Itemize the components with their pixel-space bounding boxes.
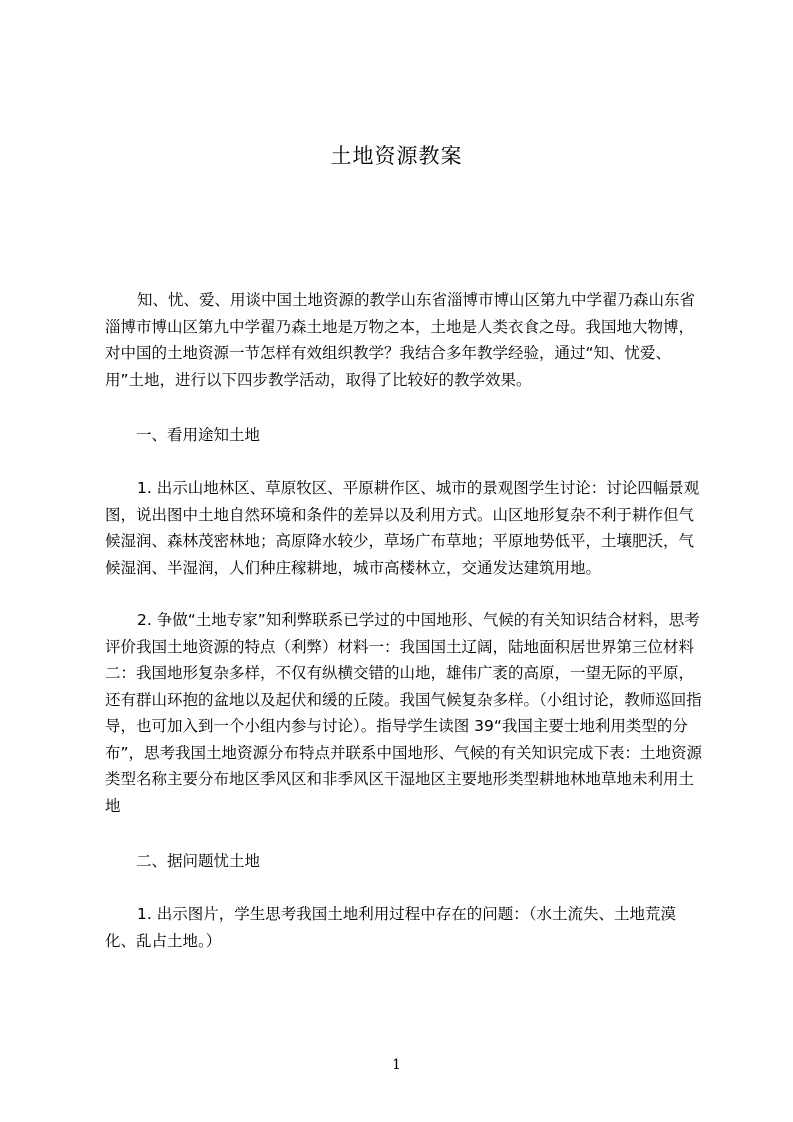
- section-heading-1: 一、看用途知土地: [136, 426, 261, 444]
- section-heading-2: 二、据问题忧土地: [136, 852, 261, 870]
- section-1-item-2: 2. 争做“土地专家”知利弊联系已学过的中国地形、气候的有关知识结合材料，思考评价我国土地资源的特点（利弊）材料一：我国国土辽阔，陆地面积居世界第三位材料二：我国地形复杂多样，不仅有纵横交错的山地，雄伟广袤的高原，一望无际的平原，还有群山环抱的盆地以及起伏和缓的丘陵。我国气候复杂多样。（小组讨论，教师巡回指导，也可加入到一个小组内参与讨论）。指导学生读图 39“我国主要士地利用类型的分布”，思考我国土地资源分布特点并联系中国地形、气候的有关知识完成下表：土地资源类型名称主要分布地区季风区和非季风区干湿地区主要地形类型耕地林地草地未利用土地: [105, 611, 703, 815]
- intro-paragraph: 知、忧、爱、用谈中国土地资源的教学山东省淄博市博山区第九中学翟乃森山东省淄博市博山区第九中学翟乃森土地是万物之本，土地是人类衣食之母。我国地大物博，对中国的土地资源一节怎样有效组织教学？我结合多年教学经验，通过“知、忧爱、用”土地，进行以下四步教学活动，取得了比较好的教学效果。: [105, 291, 696, 389]
- document-title: 土地资源教案: [330, 144, 463, 168]
- page-number: 1: [392, 1057, 401, 1073]
- section-1-item-1: 1. 出示山地林区、草原牧区、平原耕作区、城市的景观图学生讨论：讨论四幅景观图，说出图中土地自然环境和条件的差异以及利用方式。山区地形复杂不利于耕作但气候湿润、森林茂密林地；高原降水较少，草场广布草地；平原地势低平，土壤肥沃，气候湿润、半湿润，人们种庄稼耕地，城市高楼林立，交通发达建筑用地。: [105, 479, 700, 577]
- section-2-item-1: 1. 出示图片，学生思考我国土地利用过程中存在的问题：（水土流失、土地荒漠化、乱占土地。）: [105, 905, 676, 950]
